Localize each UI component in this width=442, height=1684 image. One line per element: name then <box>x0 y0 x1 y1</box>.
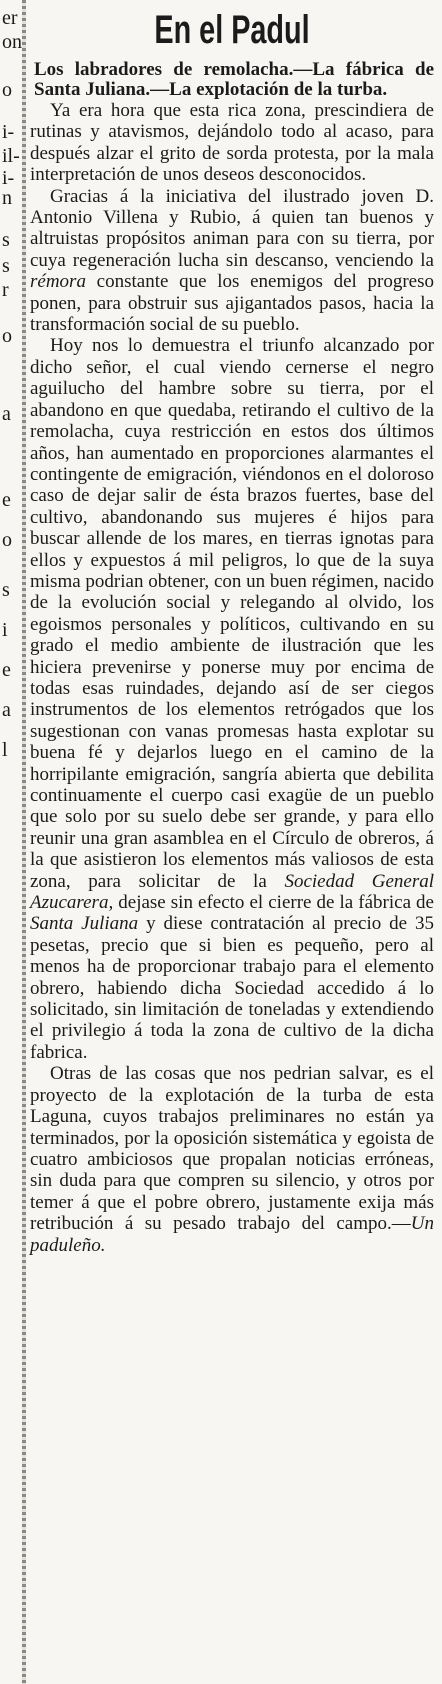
fragment-text: n <box>2 187 12 209</box>
article-title: En el Padul <box>154 8 310 52</box>
paragraph-text: constante que los enemigos del progreso ponen, para obstruir sus ajigantados pasos, hacia la transformación social de su pueblo. <box>30 271 434 336</box>
fragment-text: o <box>2 529 12 551</box>
fragment-text: i- <box>2 167 15 189</box>
fragment-text: er <box>2 7 18 29</box>
paragraph-text: Ya era hora que esta rica zona, prescindiera de rutinas y atavismos, dejándolo todo al acaso, para después alzar el grito de sorda protesta, por la mala interpretación de unos deseos desconocidos. <box>30 100 434 186</box>
article-paragraph <box>30 186 434 336</box>
fragment-text: a <box>2 699 11 721</box>
italic-term: Santa Juliana <box>30 913 139 935</box>
fragment-text: e <box>2 659 11 681</box>
article-paragraph <box>30 1063 434 1256</box>
fragment-text: s <box>2 229 10 251</box>
fragment-text: i- <box>2 121 15 143</box>
fragment-text: on <box>2 31 22 53</box>
paragraph-text: dejase sin efecto el cierre de la fábrica de <box>113 892 434 914</box>
fragment-text: s <box>2 255 10 277</box>
fragment-text: o <box>2 79 12 101</box>
fragment-text: i <box>2 619 8 641</box>
italic-term: Sociedad General Azucarera, <box>30 870 434 914</box>
paragraph-text: Gracias á la iniciativa del ilustrado joven D. Antonio Villena y Rubio, á quien tan buenos y altruistas propósitos animan para con su tierra, por cuya regeneración lucha sin descanso, venciendo la <box>30 185 434 271</box>
paragraph-text: Otras de las cosas que nos pedrian salvar, es el proyecto de la explotación de la turba de esta Laguna, cuyos trabajos preliminares no están ya terminados, por la oposición sistemática y egoista de cuatro ambiciosos que propalan noticias erróneas, sin duda para que compren su silencio, y otros por temer á que el pobre obrero, justamente exija más retribución á su pesado trabajo del campo.— <box>30 1063 434 1235</box>
newspaper-article <box>30 6 434 1256</box>
fragment-text: a <box>2 403 11 425</box>
fragment-text: il- <box>2 145 20 167</box>
fragment-text: s <box>2 579 10 601</box>
article-paragraph <box>30 100 434 186</box>
italic-term: rémora <box>30 271 86 293</box>
column-rule <box>22 0 26 1684</box>
article-subtitle: Los labradores de remolacha.—La fábrica de Santa Juliana.—La explotación de la turba. <box>34 59 434 100</box>
fragment-text: r <box>2 279 9 301</box>
paragraph-text: y diese contratación al precio de 35 pesetas, precio que si bien es pequeño, pero al menos ha de proporcionar trabajo para el elemento obrero, habiendo dicha Sociedad accedido á lo solicitado, sin limitación de toneladas y extendiendo el privilegio á toda la zona de cultivo de la dicha fabrica. <box>30 913 434 1063</box>
adjacent-column-fragments <box>0 0 22 1684</box>
fragment-text: e <box>2 489 11 511</box>
article-signature: Un paduleño. <box>30 1213 434 1256</box>
article-paragraph <box>30 335 434 1063</box>
fragment-text: o <box>2 325 12 347</box>
paragraph-text: Hoy nos lo demuestra el triunfo alcanzado por dicho señor, el cual viendo cernerse el negro aguilucho del hambre sobre su tierra, por el abandono en que quedaba, retirando el cultivo de la remolacha, cuya restricción en estos dos últimos años, han aumentado en proporciones alarmantes el contingente de emigración, viéndonos en el doloroso caso de dejar salir de ésta brazos fuertes, base del cultivo, abandonando sus mujeres é hijos para buscar allende de los mares, en tierras ignotas para ellos y expuestos á mil peligros, lo que de la suya misma podrian obtener, con un buen régimen, nacido de la evolución social y relegando al olvido, los egoismos personales y políticos, cultivando en su grado el medio ambiente de ilustración que les hiciera prevenirse y ponerse muy por encima de todas esas ruindades, dejando así de ser ciegos instrumentos de los elementos retrógados que los sugestionan con vanas promesas hasta explotar su buena fé y dejarlos luego en el camino de la horripilante emigración, sangría abierta que debilita continuamente el cuerpo casi exagüe de un pueblo que solo por su suelo debe ser grande, y para ello reunir una gran asamblea en el Círculo de obreros, á la que asistieron los elementos más valiosos de esta zona, para solicitar de la <box>30 335 434 892</box>
fragment-text: l <box>2 739 8 761</box>
